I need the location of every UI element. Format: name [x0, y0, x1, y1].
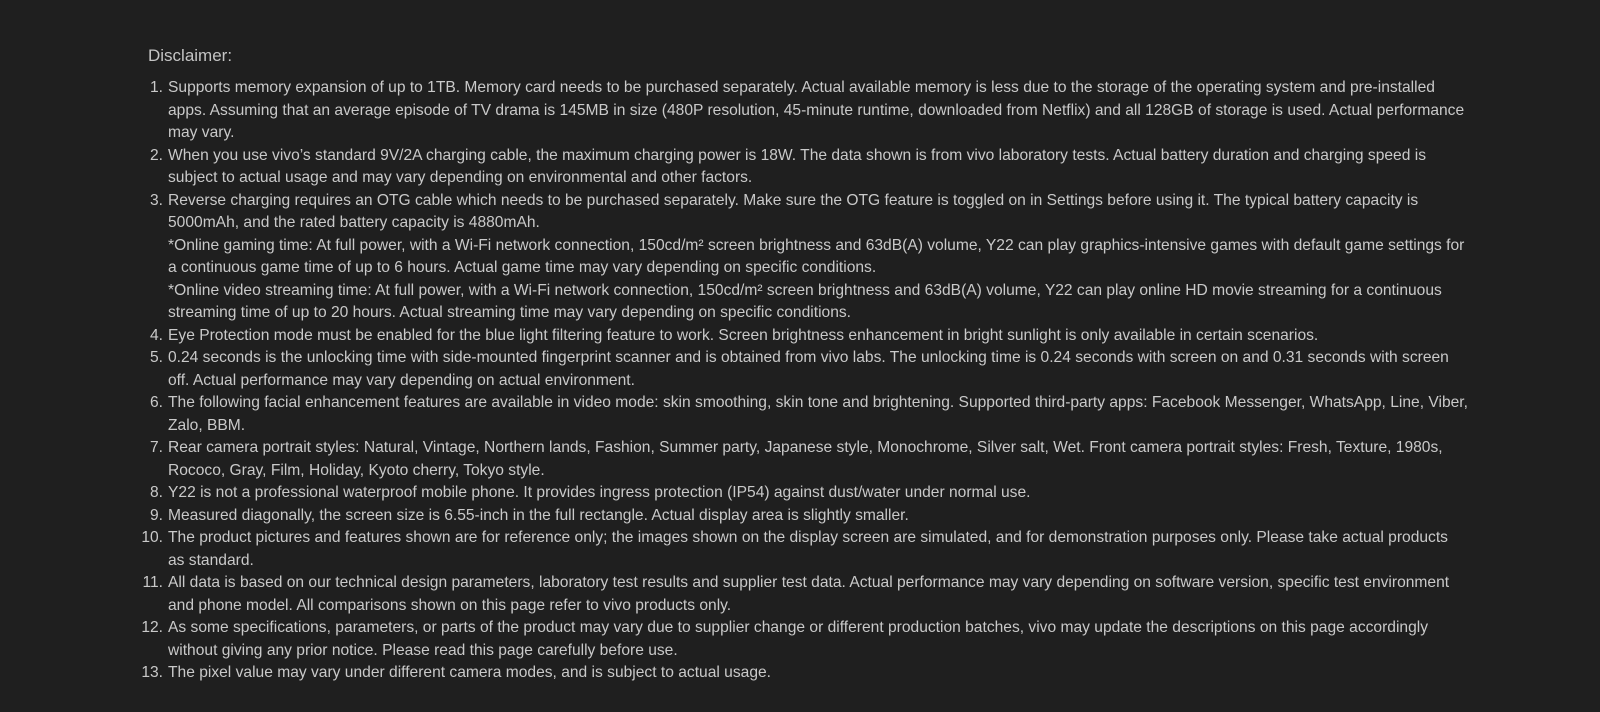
item-number: 12.	[141, 619, 163, 636]
disclaimer-item-1	[148, 77, 1468, 145]
item-text: Y22 is not a professional waterproof mobile phone. It provides ingress protection (IP54) against dust/water under normal use.	[168, 484, 1031, 501]
item-text: *Online gaming time: At full power, with a Wi-Fi network connection, 150cd/m² screen brightness and 63dB(A) volume, Y22 can play graphics-intensive games with default game settings for a continuous game time of up to 6 hours. Actual game time may vary depending on specific conditions.	[168, 236, 1465, 276]
item-number: 3.	[149, 191, 163, 209]
disclaimer-item-5	[148, 347, 1468, 392]
disclaimer-item-2	[148, 145, 1468, 190]
item-text: Eye Protection mode must be enabled for the blue light filtering feature to work. Screen brightness enhancement in bright sunlight is only available in certain scenarios.	[168, 326, 1319, 344]
item-text: As some specifications, parameters, or parts of the product may vary due to supplier change or different production batches, vivo may update the descriptions on this page accordingly without giving any prior notice. Please read this page carefully before use.	[168, 619, 1429, 659]
item-number: 1.	[149, 79, 163, 96]
item-text: All data is based on our technical design parameters, laboratory test results and supplier test data. Actual performance may vary depending on software version, specific test environment and phone model. All comparisons shown on this page refer to vivo products only.	[168, 574, 1450, 614]
disclaimer-item-12	[141, 617, 1468, 662]
disclaimer-item-6	[148, 392, 1468, 437]
item-number: 9.	[149, 506, 163, 524]
item-number: 2.	[149, 146, 163, 164]
item-number: 13.	[141, 664, 163, 681]
disclaimer-item-4	[148, 325, 1468, 348]
item-text: The product pictures and features shown are for reference only; the images shown on the display screen are simulated, and for demonstration purposes only. Please take actual products as standard.	[168, 529, 1448, 569]
item-number: 8.	[149, 484, 163, 501]
item-text: Reverse charging requires an OTG cable which needs to be purchased separately. Make sure the OTG feature is toggled on in Settings before using it. The typical battery capacity is 5000mAh, and the rated battery capacity is 4880mAh.	[168, 191, 1419, 231]
item-number: 7.	[149, 439, 163, 456]
item-number: 10.	[141, 529, 163, 546]
item-text: Rear camera portrait styles: Natural, Vintage, Northern lands, Fashion, Summer party, Japanese style, Monochrome, Silver salt, Wet. Front camera portrait styles: Fresh, Texture, 1980s, Rococo, Gray, Film, Holiday, Kyoto cherry, Tokyo style.	[168, 439, 1443, 479]
item-number: 6.	[149, 394, 163, 411]
disclaimer-section	[141, 44, 1468, 685]
disclaimer-item-7	[148, 437, 1468, 482]
disclaimer-item-10	[141, 527, 1468, 572]
item-text: 0.24 seconds is the unlocking time with side-mounted fingerprint scanner and is obtained from vivo labs. The unlocking time is 0.24 seconds with screen on and 0.31 seconds with screen off. Actual performance may vary depending on actual environment.	[168, 349, 1449, 389]
item-text: *Online video streaming time: At full power, with a Wi-Fi network connection, 150cd/m² screen brightness and 63dB(A) volume, Y22 can play online HD movie streaming for a continuous streaming time of up to 20 hours. Actual streaming time may vary depending on specific conditions.	[168, 281, 1442, 321]
disclaimer-item-3	[148, 190, 1468, 325]
item-number: 5.	[149, 349, 163, 366]
disclaimer-title: Disclaimer:	[148, 46, 233, 65]
item-text: Supports memory expansion of up to 1TB. Memory card needs to be purchased separately. Actual available memory is less due to the storage of the operating system and pre-installed apps. Assuming that an average episode of TV drama is 145MB in size (480P resolution, 45-minute runtime, downloaded from Netflix) and all 128GB of storage is used. Actual performance may vary.	[168, 79, 1465, 141]
item-number: 4.	[149, 326, 163, 344]
disclaimer-item-9	[148, 505, 1468, 528]
item-text: When you use vivo’s standard 9V/2A charging cable, the maximum charging power is 18W. The data shown is from vivo laboratory tests. Actual battery duration and charging speed is subject to actual usage and may vary depending on environmental and other factors.	[168, 146, 1426, 186]
disclaimer-item-11	[142, 572, 1468, 617]
item-number: 11.	[142, 574, 163, 591]
disclaimer-list	[141, 77, 1468, 685]
item-text: The following facial enhancement features are available in video mode: skin smoothing, skin tone and brightening. Supported third-party apps: Facebook Messenger, WhatsApp, Line, Viber, Zalo, BBM.	[168, 394, 1468, 434]
item-text: The pixel value may vary under different camera modes, and is subject to actual usage.	[168, 664, 771, 681]
disclaimer-item-13	[141, 662, 1468, 685]
disclaimer-item-8	[148, 482, 1468, 505]
item-text: Measured diagonally, the screen size is 6.55-inch in the full rectangle. Actual display area is slightly smaller.	[168, 506, 909, 524]
